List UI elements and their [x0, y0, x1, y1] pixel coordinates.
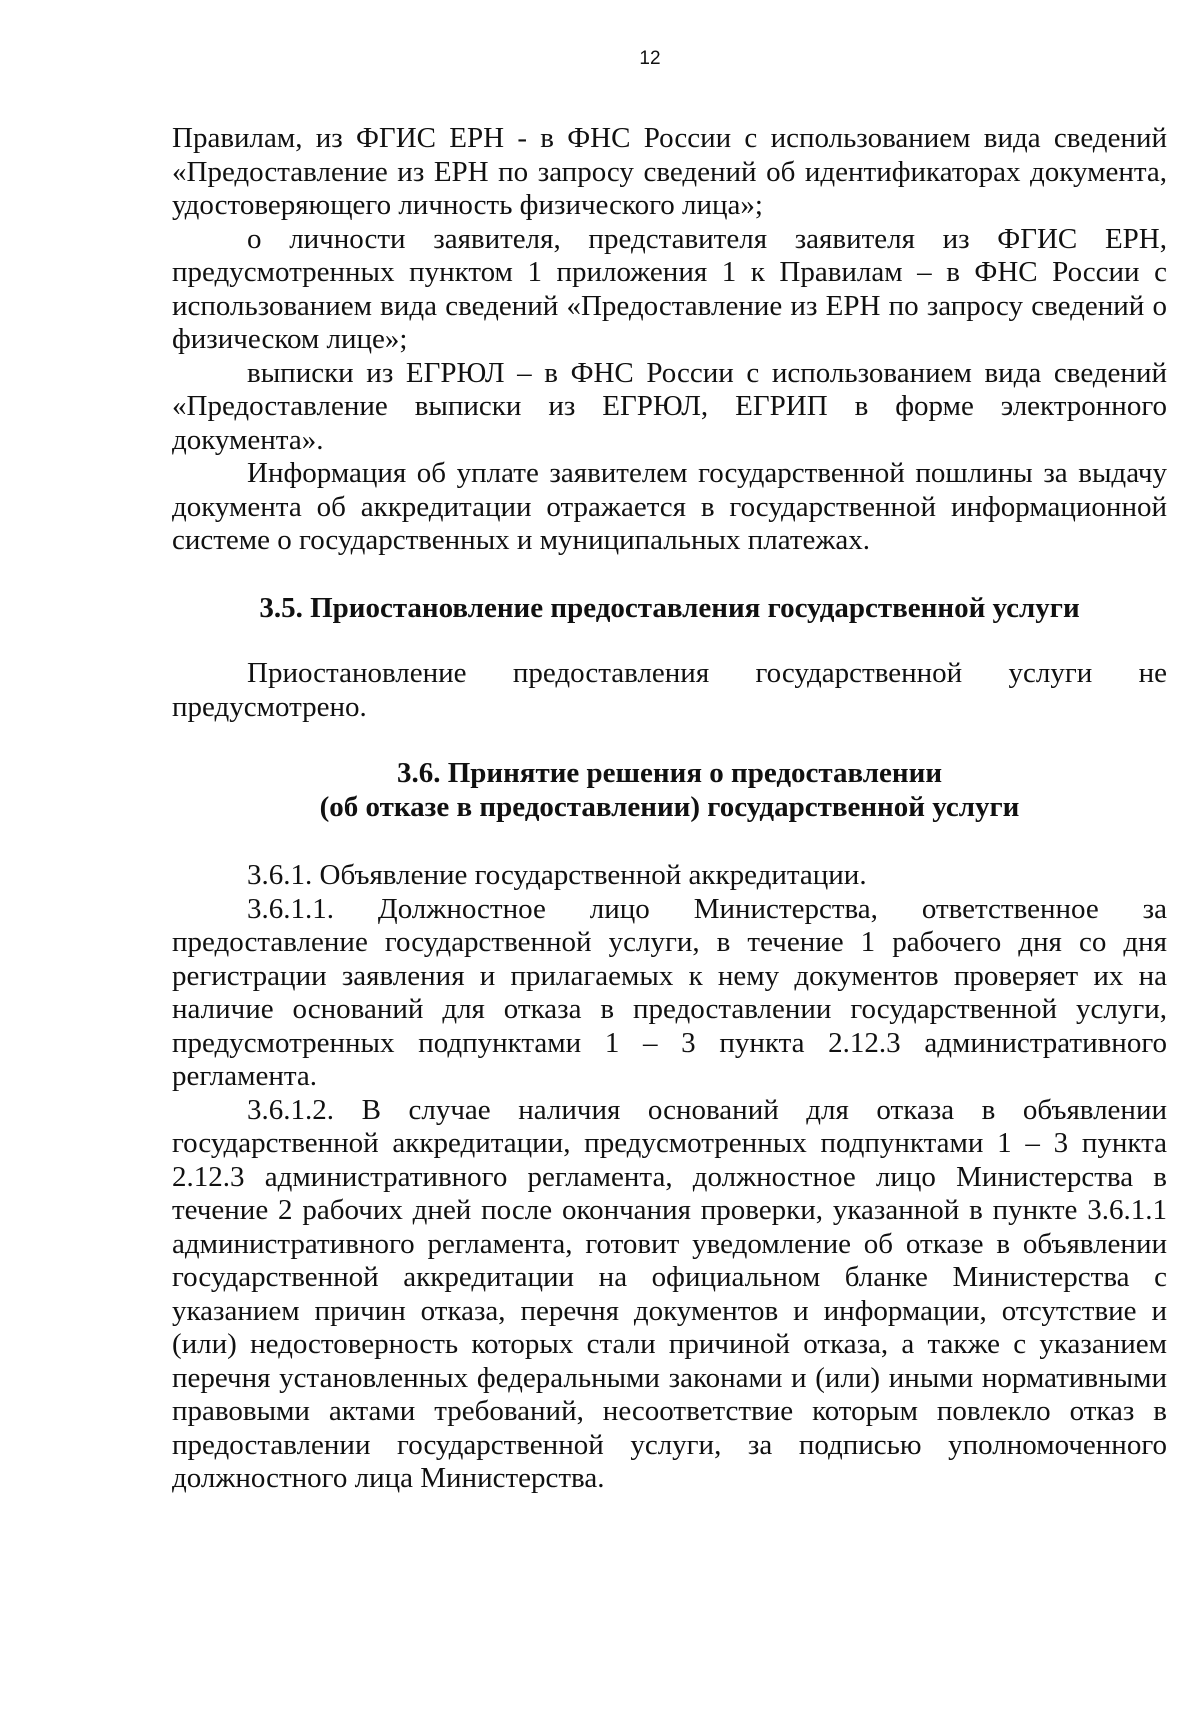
paragraph-3-6-1-1: 3.6.1.1. Должностное лицо Министерства, ответственное за предоставление государственной услуги, в течение 1 рабочего дня со дня регистрации заявления и прилагаемых к нему документов проверяет их на наличие оснований для отказа в предоставлении государственной услуги, предусмотренных подпунктами 1 – 3 пункта 2.12.3 административного регламента. — [172, 892, 1167, 1092]
section-heading-3-5-text: 3.5. Приостановление предоставления государственной услуги — [259, 591, 1080, 624]
section-heading-3-6-line2: (об отказе в предоставлении) государственной услуги — [319, 790, 1020, 823]
section-heading-3-6 — [172, 757, 1167, 824]
paragraph-continuation: Правилам, из ФГИС ЕРН - в ФНС России с использованием вида сведений «Предоставление из ЕРН по запросу сведений об идентификаторах документа, удостоверяющего личность физического лица»; — [172, 122, 1167, 221]
paragraph-fee-info: Информация об уплате заявителем государственной пошлины за выдачу документа об аккредитации отражается в государственной информационной системе о государственных и муниципальных платежах. — [172, 457, 1167, 556]
section-heading-3-6-line1: 3.6. Принятие решения о предоставлении — [396, 757, 943, 789]
paragraph-3-6-1-2: 3.6.1.2. В случае наличия оснований для отказа в объявлении государственной аккредитации, предусмотренных подпунктами 1 – 3 пункта 2.12.3 административного регламента, должностное лицо Министерства в течение 2 рабочих дней после окончания проверки, указанной в пункте 3.6.1.1 административного регламента, готовит уведомление об отказе в объявлении государственной аккредитации на официальном бланке Министерства с указанием причин отказа, перечня документов и информации, отсутствие и (или) недостоверность которых стали причиной отказа, а также с указанием перечня установленных федеральными законами и (или) иными нормативными правовыми актами требований, несоответствие которым повлекло отказ в предоставлении государственной услуги, за подписью уполномоченного должностного лица Министерства. — [172, 1093, 1167, 1494]
paragraph-suspension: Приостановление предоставления государственной услуги не предусмотрено. — [172, 657, 1167, 723]
paragraph-egrul: выписки из ЕГРЮЛ – в ФНС России с использованием вида сведений «Предоставление выписки из ЕГРЮЛ, ЕГРИП в форме электронного документа». — [172, 356, 1167, 456]
paragraph-identity: о личности заявителя, представителя заявителя из ФГИС ЕРН, предусмотренных пунктом 1 приложения 1 к Правилам – в ФНС России с использованием вида сведений «Предоставление из ЕРН по запросу сведений о физическом лице»; — [172, 222, 1167, 355]
document-body — [172, 122, 1167, 1496]
section-heading-3-5 — [172, 592, 1167, 626]
paragraph-3-6-1: 3.6.1. Объявление государственной аккредитации. — [247, 859, 867, 891]
page-number: 12 — [639, 48, 661, 69]
